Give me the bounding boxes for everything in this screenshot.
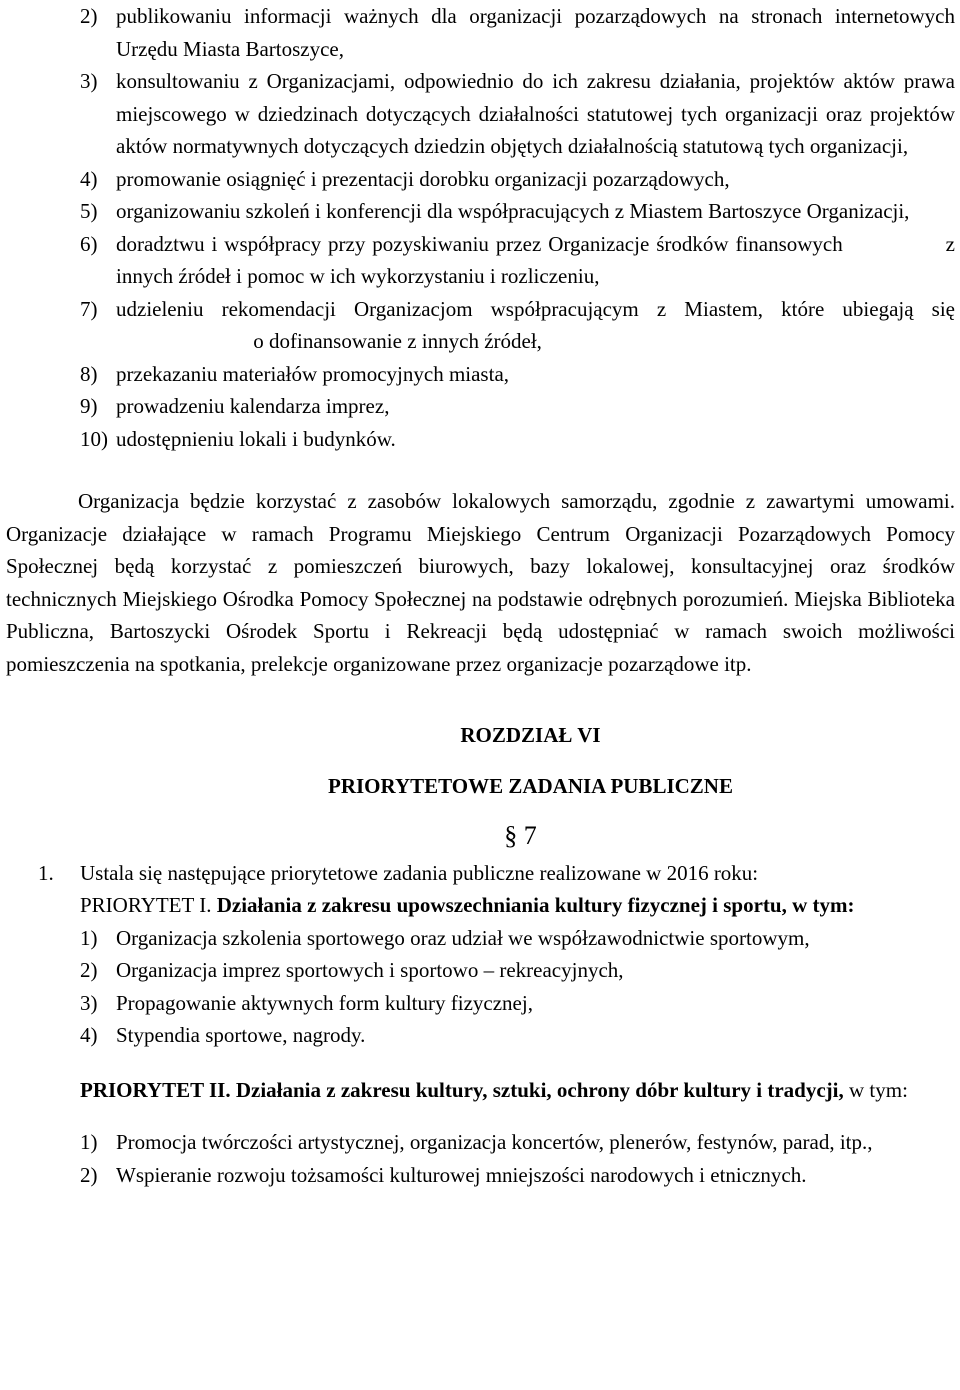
priority-1-title: Działania z zakresu upowszechniania kultury fizycznej i sportu, w tym:: [216, 893, 855, 917]
list-item-number: 5): [80, 199, 98, 223]
chapter-title: PRIORYTETOWE ZADANIA PUBLICZNE: [328, 773, 733, 798]
priority-1-list: [6, 922, 955, 1052]
list-item-text: Stypendia sportowe, nagrody.: [116, 1023, 366, 1047]
list-item-number: 1): [80, 925, 98, 950]
list-item: [6, 163, 955, 196]
list-item: [6, 65, 955, 163]
cooperation-forms-list: [6, 0, 955, 455]
list-item-text: Organizacja szkolenia sportowego oraz udział we współzawodnictwie sportowym,: [116, 925, 810, 950]
list-item-number: 3): [80, 69, 98, 93]
priority-1-label: PRIORYTET I.: [80, 893, 212, 917]
list-item-number: 4): [80, 1023, 98, 1047]
priority-2-heading: [6, 1074, 955, 1107]
list-item-number: 3): [80, 990, 98, 1015]
chapter-number: ROZDZIAŁ VI: [460, 723, 601, 747]
list-item: [6, 1019, 955, 1052]
priority-2-suffix: w tym:: [849, 1077, 908, 1102]
priority-1-heading: [6, 889, 955, 922]
list-item-number: 2): [80, 1162, 98, 1187]
priority-2-label: PRIORYTET II.: [80, 1077, 231, 1102]
list-item-text: doradztwu i współpracy przy pozyskiwaniu przez Organizacje środków finansowych: [116, 231, 843, 256]
list-item-number: 10): [80, 426, 108, 451]
list-item-number: 7): [80, 296, 98, 321]
list-item-text: Promocja twórczości artystycznej, organizacja koncertów, plenerów, festynów, parad, itp.,: [116, 1130, 873, 1154]
section-mark: § 7: [504, 821, 537, 850]
list-item-number: 2): [80, 4, 98, 28]
list-item-text: konsultowaniu z Organizacjami, odpowiednio do ich zakresu działania, projektów aktów prawa miejscowego w dziedzinach dotyczących działalności statutowej tych organizacji oraz projektów aktów normatywnych dotyczących dziedzin objętych działalnością statutową tych organizacji,: [116, 69, 955, 158]
list-item: [6, 0, 955, 65]
list-item-text: Propagowanie aktywnych form kultury fizycznej,: [116, 990, 533, 1015]
list-item-number: 9): [80, 394, 98, 418]
section-item-text: Ustala się następujące priorytetowe zadania publiczne realizowane w 2016 roku:: [80, 860, 759, 885]
list-item-text: prowadzeniu kalendarza imprez,: [116, 394, 390, 418]
resources-paragraph: Organizacja będzie korzystać z zasobów lokalowych samorządu, zgodnie z zawartymi umowami. Organizacje działające w ramach Programu Miejskiego Centrum Organizacji Pozarządowych Pomocy Społecznej będą korzystać z pomieszczeń biurowych, bazy lokalowej, konsultacyjnej oraz środków technicznych Miejskiego Ośrodka Pomocy Społecznej na podstawie odrębnych porozumień. Miejska Biblioteka Publiczna, Bartoszycki Ośrodek Sportu i Rekreacji będą udostępniać w ramach swoich możliwości pomieszczenia na spotkania, prelekcje organizowane przez organizacje pozarządowe itp.: [6, 489, 955, 676]
list-item: [6, 987, 955, 1020]
list-item-number: 4): [80, 166, 98, 191]
list-item-text: organizowaniu szkoleń i konferencji dla współpracujących z Miastem Bartoszyce Organizacji,: [116, 199, 910, 223]
list-item-text: Wspieranie rozwoju tożsamości kulturowej mniejszości narodowych i etnicznych.: [116, 1162, 807, 1187]
list-item: [6, 195, 955, 228]
list-item-text: przekazaniu materiałów promocyjnych miasta,: [116, 361, 510, 386]
list-item-text-continued: z innych źródeł i pomoc w ich wykorzystaniu i rozliczeniu,: [116, 231, 955, 288]
list-item: [6, 390, 955, 423]
list-item-number: 8): [80, 361, 98, 386]
list-item-text: udostępnieniu lokali i budynków.: [116, 426, 396, 451]
list-item: [6, 423, 955, 456]
list-item: [6, 954, 955, 987]
list-item: [6, 358, 955, 391]
list-item-text: promowanie osiągnięć i prezentacji dorobku organizacji pozarządowych,: [116, 166, 730, 191]
list-item: [6, 228, 955, 293]
list-item-text-continued: o dofinansowanie z innych źródeł,: [253, 329, 542, 353]
priority-2-list: [6, 1126, 955, 1191]
section-item-number: 1.: [38, 860, 54, 885]
list-item: [6, 293, 955, 358]
list-item-text: publikowaniu informacji ważnych dla organizacji pozarządowych na stronach internetowych Urzędu Miasta Bartoszyce,: [116, 4, 955, 61]
list-item-number: 6): [80, 231, 98, 256]
section-item: [6, 857, 955, 890]
priority-2-title: Działania z zakresu kultury, sztuki, ochrony dóbr kultury i tradycji,: [235, 1077, 844, 1102]
list-item: [6, 922, 955, 955]
list-item: [6, 1126, 955, 1159]
list-item: [6, 1159, 955, 1192]
list-item-text: Organizacja imprez sportowych i sportowo – rekreacyjnych,: [116, 958, 624, 982]
list-item-text: udzieleniu rekomendacji Organizacjom współpracującym z Miastem, które ubiegają się: [116, 296, 955, 321]
list-item-number: 1): [80, 1130, 98, 1154]
list-item-number: 2): [80, 958, 98, 982]
